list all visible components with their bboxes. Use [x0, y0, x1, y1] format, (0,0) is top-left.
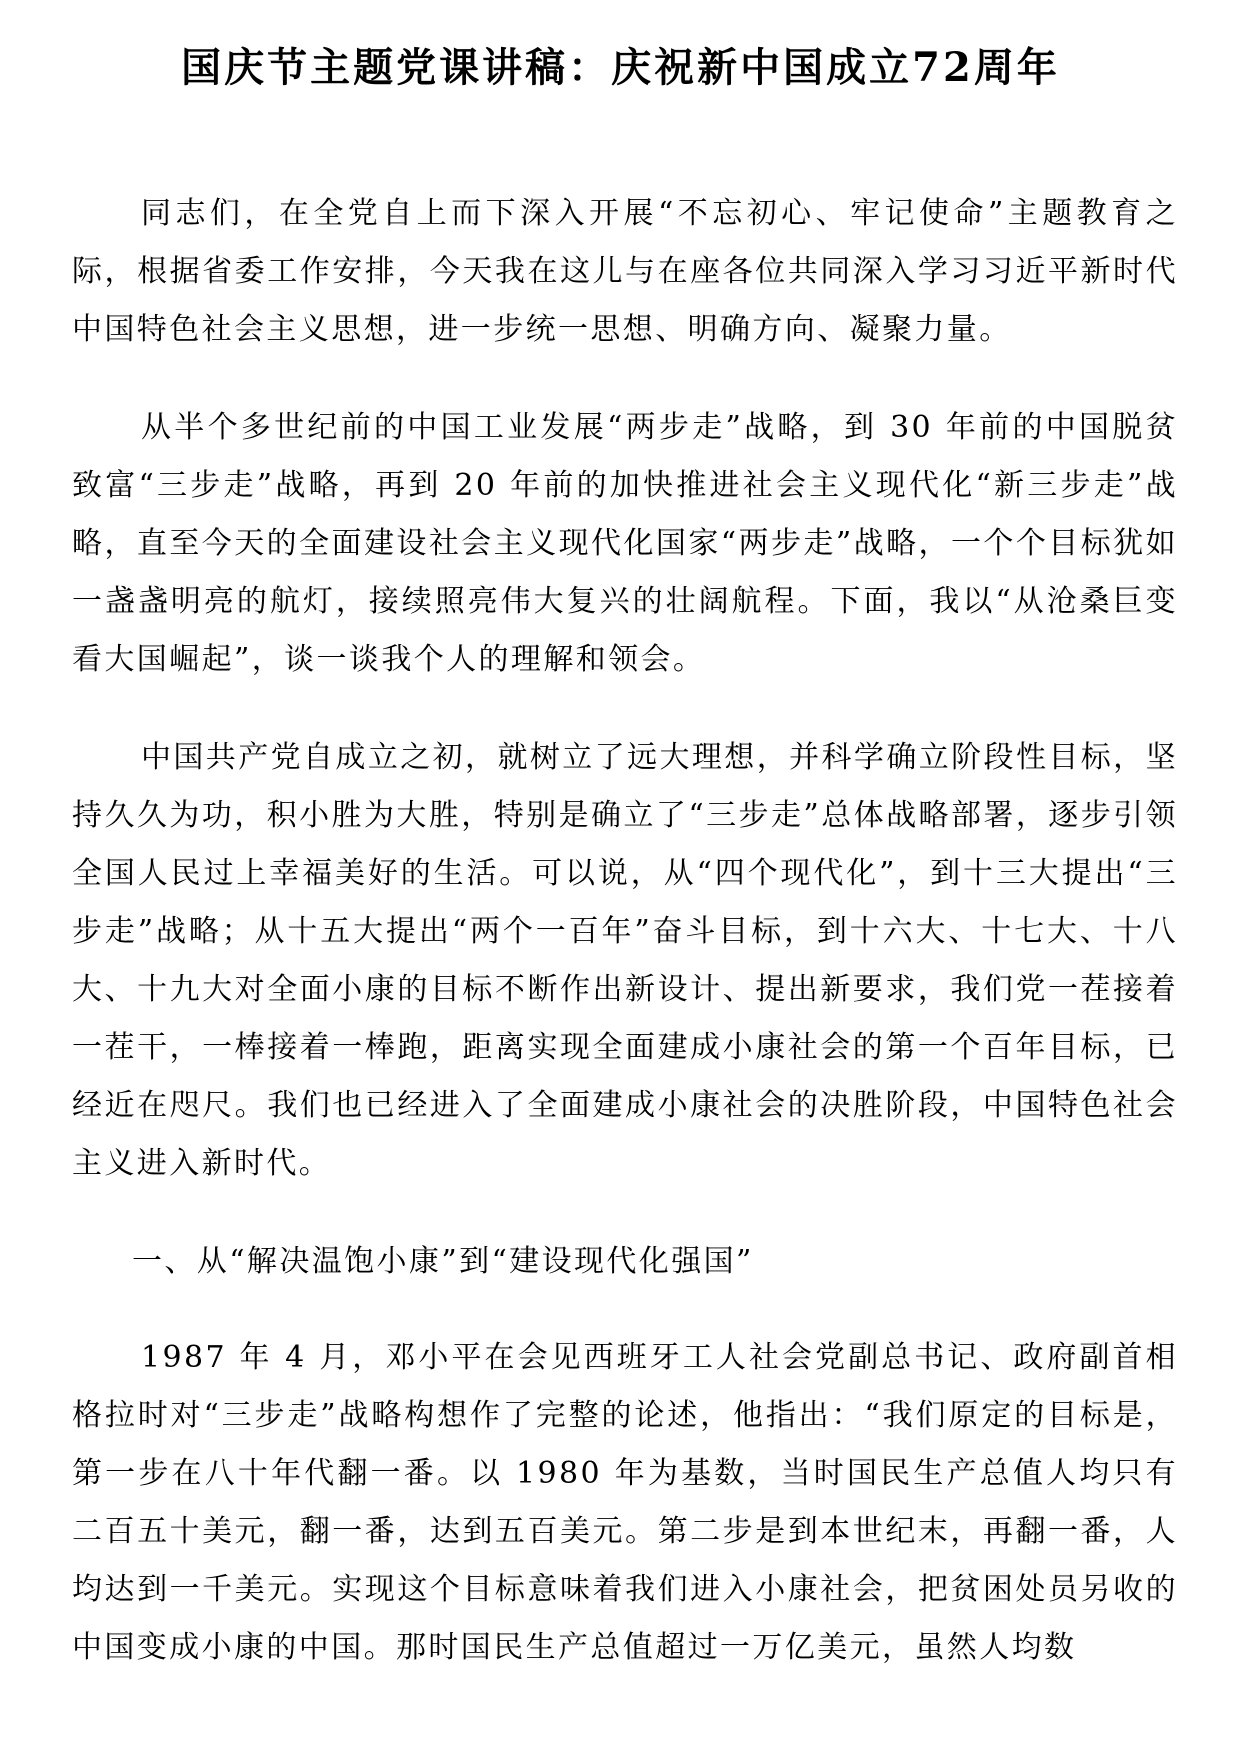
- paragraph-party-goals: 中国共产党自成立之初，就树立了远大理想，并科学确立阶段性目标，坚持久久为功，积小胜为大胜，特别是确立了“三步走”总体战略部署，逐步引领全国人民过上幸福美好的生活。可以说，从“四个现代化”，到十三大提出“三步走”战略；从十五大提出“两个一百年”奋斗目标，到十六大、十七大、十八大、十九大对全面小康的目标不断作出新设计、提出新要求，我们党一茬接着一茬干，一棒接着一棒跑，距离实现全面建成小康社会的第一个百年目标，已经近在咫尺。我们也已经进入了全面建成小康社会的决胜阶段，中国特色社会主义进入新时代。: [72, 740, 1178, 1181]
- document-body: [72, 185, 1178, 1677]
- paragraph-strategies: 从半个多世纪前的中国工业发展“两步走”战略，到 30 年前的中国脱贫致富“三步走”战略，再到 20 年前的加快推进社会主义现代化“新三步走”战略，直至今天的全面建设社会主义现代化国家“两步走”战略，一个个目标犹如一盏盏明亮的航灯，接续照亮伟大复兴的壮阔航程。下面，我以“从沧桑巨变看大国崛起”，谈一谈我个人的理解和领会。: [72, 410, 1178, 677]
- paragraph-1987: 1987 年 4 月，邓小平在会见西班牙工人社会党副总书记、政府副首相格拉时对“三步走”战略构想作了完整的论述，他指出：“我们原定的目标是，第一步在八十年代翻一番。以 1980 年为基数，当时国民生产总值人均只有二百五十美元，翻一番，达到五百美元。第二步是到本世纪末，再翻一番，人均达到一千美元。实现这个目标意味着我们进入小康社会，把贫困处员另收的中国变成小康的中国。那时国民生产总值超过一万亿美元，虽然人均数: [72, 1340, 1178, 1665]
- section-heading: 一、从“解决温饱小康”到“建设现代化强国”: [132, 1244, 754, 1279]
- document-title: 国庆节主题党课讲稿：庆祝新中国成立72周年: [181, 44, 1060, 91]
- paragraph-intro: 同志们，在全党自上而下深入开展“不忘初心、牢记使命”主题教育之际，根据省委工作安排，今天我在这儿与在座各位共同深入学习习近平新时代中国特色社会主义思想，进一步统一思想、明确方向、凝聚力量。: [72, 196, 1178, 347]
